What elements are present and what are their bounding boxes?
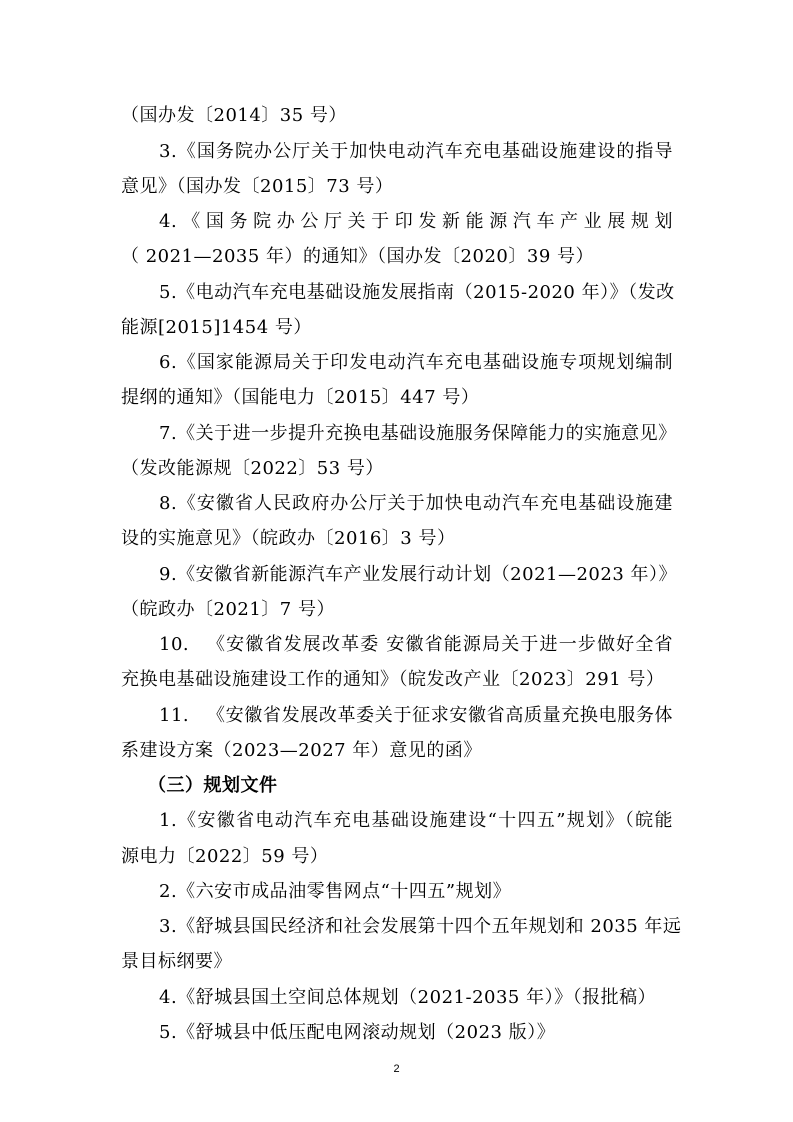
plan-1-line-2: 源电力〔2022〕59 号） xyxy=(121,846,329,867)
reference-9-line-1: 9.《安徽省新能源汽车产业发展行动计划（2021—2023 年）》 xyxy=(159,564,678,585)
section-heading-planning-documents: （三）规划文件 xyxy=(148,775,278,796)
reference-8-line-2: 设的实施意见》（皖政办〔2016〕3 号） xyxy=(121,528,456,549)
reference-7-line-1: 7.《关于进一步提升充换电基础设施服务保障能力的实施意见》 xyxy=(159,423,677,444)
reference-3-line-2: 意见》（国办发〔2015〕73 号） xyxy=(121,176,394,197)
reference-2-continuation: （国办发〔2014〕35 号） xyxy=(121,105,347,126)
reference-4-line-1: 4.《国务院办公厅关于印发新能源汽车产业展规划 xyxy=(159,211,673,232)
plan-5: 5.《舒城县中低压配电网滚动规划（2023 版）》 xyxy=(159,1022,556,1043)
reference-9-line-2: （皖政办〔2021〕7 号） xyxy=(121,599,335,620)
reference-6-line-1: 6.《国家能源局关于印发电动汽车充电基础设施专项规划编制 xyxy=(159,352,673,373)
plan-4: 4.《舒城县国土空间总体规划（2021-2035 年）》（报批稿） xyxy=(159,987,657,1008)
plan-2: 2.《六安市成品油零售网点“十四五”规划》 xyxy=(159,881,512,902)
reference-11-line-2: 系建设方案（2023—2027 年）意见的函》 xyxy=(121,740,482,761)
reference-10-line-1: 《安徽省发展改革委 安徽省能源局关于进一步做好全省 xyxy=(207,634,673,655)
reference-3-line-1: 3.《国务院办公厅关于加快电动汽车充电基础设施建设的指导 xyxy=(159,141,673,162)
reference-10-line-2: 充换电基础设施建设工作的通知》（皖发改产业〔2023〕291 号） xyxy=(121,669,665,690)
reference-6-line-2: 提纲的通知》（国能电力〔2015〕447 号） xyxy=(121,387,480,408)
reference-11-number: 11. xyxy=(159,705,190,726)
reference-5-line-1: 5.《电动汽车充电基础设施发展指南（2015-2020 年）》（发改 xyxy=(159,282,675,303)
reference-7-line-2: （发改能源规〔2022〕53 号） xyxy=(121,458,384,479)
page-number: 2 xyxy=(393,1063,400,1075)
reference-4-line-2: （ 2021—2035 年）的通知》（国办发〔2020〕39 号） xyxy=(121,246,594,267)
plan-3-line-2: 景目标纲要》 xyxy=(121,951,232,972)
reference-11-line-1: 《安徽省发展改革委关于征求安徽省高质量充换电服务体 xyxy=(207,705,673,726)
plan-3-line-1: 3.《舒城县国民经济和社会发展第十四个五年规划和 2035 年远 xyxy=(159,916,682,937)
reference-8-line-1: 8.《安徽省人民政府办公厅关于加快电动汽车充电基础设施建 xyxy=(159,493,673,514)
reference-10-number: 10. xyxy=(159,634,190,655)
plan-1-line-1: 1.《安徽省电动汽车充电基础设施建设“十四五”规划》（皖能 xyxy=(159,810,673,831)
reference-5-line-2: 能源[2015]1454 号） xyxy=(121,317,312,338)
